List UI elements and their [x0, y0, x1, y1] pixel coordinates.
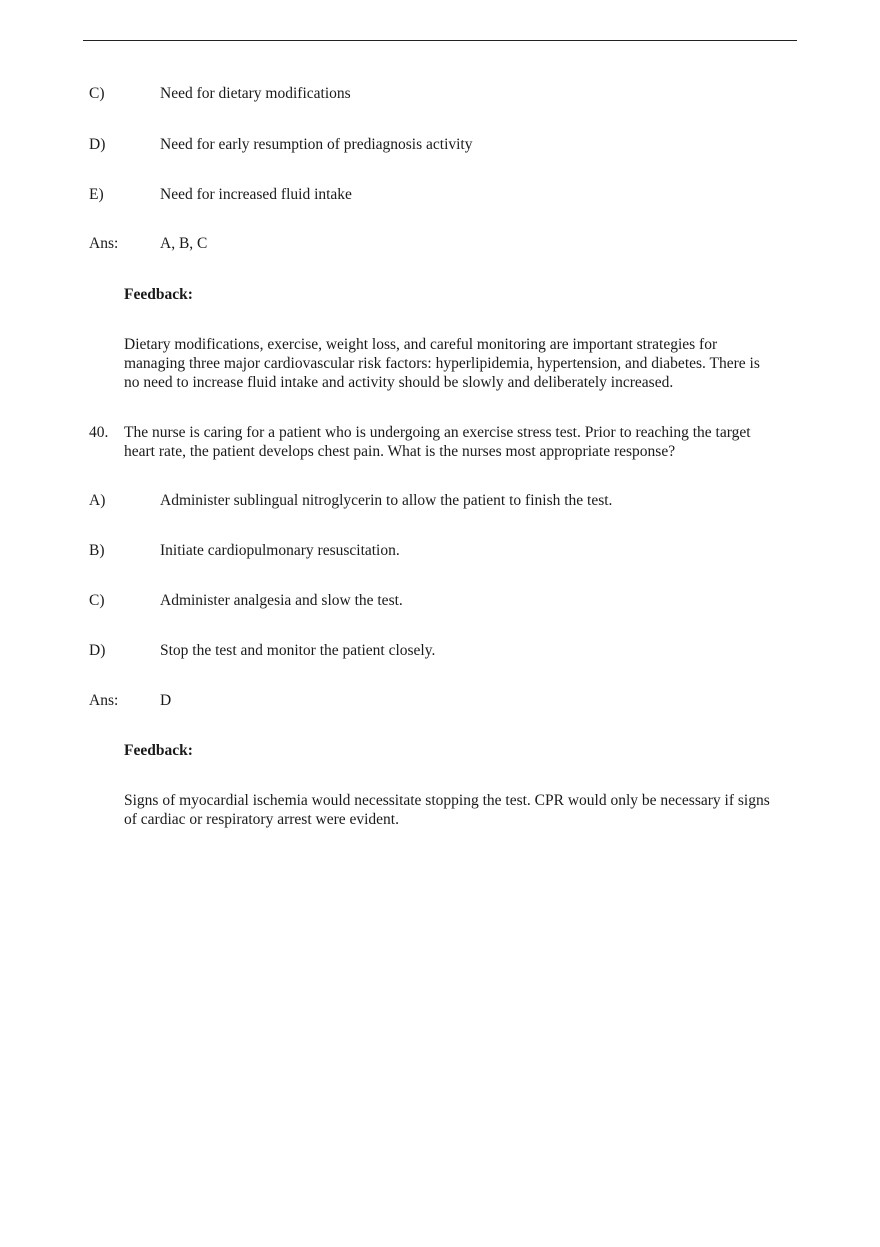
feedback-line: Signs of myocardial ischemia would necessitate stopping the test. CPR would only be necessary if signs: [124, 792, 770, 809]
option-label: C): [89, 85, 105, 102]
option-text: Need for early resumption of prediagnosis activity: [160, 136, 473, 153]
feedback-line: of cardiac or respiratory arrest were evident.: [124, 811, 399, 828]
option-label: E): [89, 186, 104, 203]
feedback-line: no need to increase fluid intake and activity should be slowly and deliberately increased.: [124, 374, 674, 391]
option-text: Administer analgesia and slow the test.: [160, 592, 403, 609]
q40-number: 40.: [89, 424, 109, 441]
option-label: D): [89, 642, 106, 659]
option-label: A): [89, 492, 106, 509]
stem-line: heart rate, the patient develops chest pain. What is the nurses most appropriate response?: [124, 443, 676, 460]
option-text: Need for dietary modifications: [160, 85, 351, 102]
q40-stem: [124, 423, 796, 461]
option-label: C): [89, 592, 105, 609]
option-text: Stop the test and monitor the patient closely.: [160, 642, 436, 659]
answer-value: D: [160, 692, 172, 709]
option-label: B): [89, 542, 105, 559]
answer-value: A, B, C: [160, 235, 208, 252]
feedback-line: managing three major cardiovascular risk factors: hyperlipidemia, hypertension, and diabetes. There is: [124, 355, 760, 372]
header-rule: [83, 40, 797, 41]
q40-feedback-heading: Feedback:: [124, 742, 193, 759]
option-text: Administer sublingual nitroglycerin to allow the patient to finish the test.: [160, 492, 613, 509]
q40-feedback-text: [124, 791, 796, 829]
option-label: D): [89, 136, 106, 153]
feedback-line: Dietary modifications, exercise, weight loss, and careful monitoring are important strategies for: [124, 336, 718, 353]
q39-feedback-heading: Feedback:: [124, 286, 193, 303]
stem-line: The nurse is caring for a patient who is undergoing an exercise stress test. Prior to reaching the target: [124, 424, 751, 441]
q39-feedback-text: [124, 335, 796, 392]
answer-label: Ans:: [89, 235, 119, 252]
answer-label: Ans:: [89, 692, 119, 709]
option-text: Need for increased fluid intake: [160, 186, 352, 203]
option-text: Initiate cardiopulmonary resuscitation.: [160, 542, 400, 559]
